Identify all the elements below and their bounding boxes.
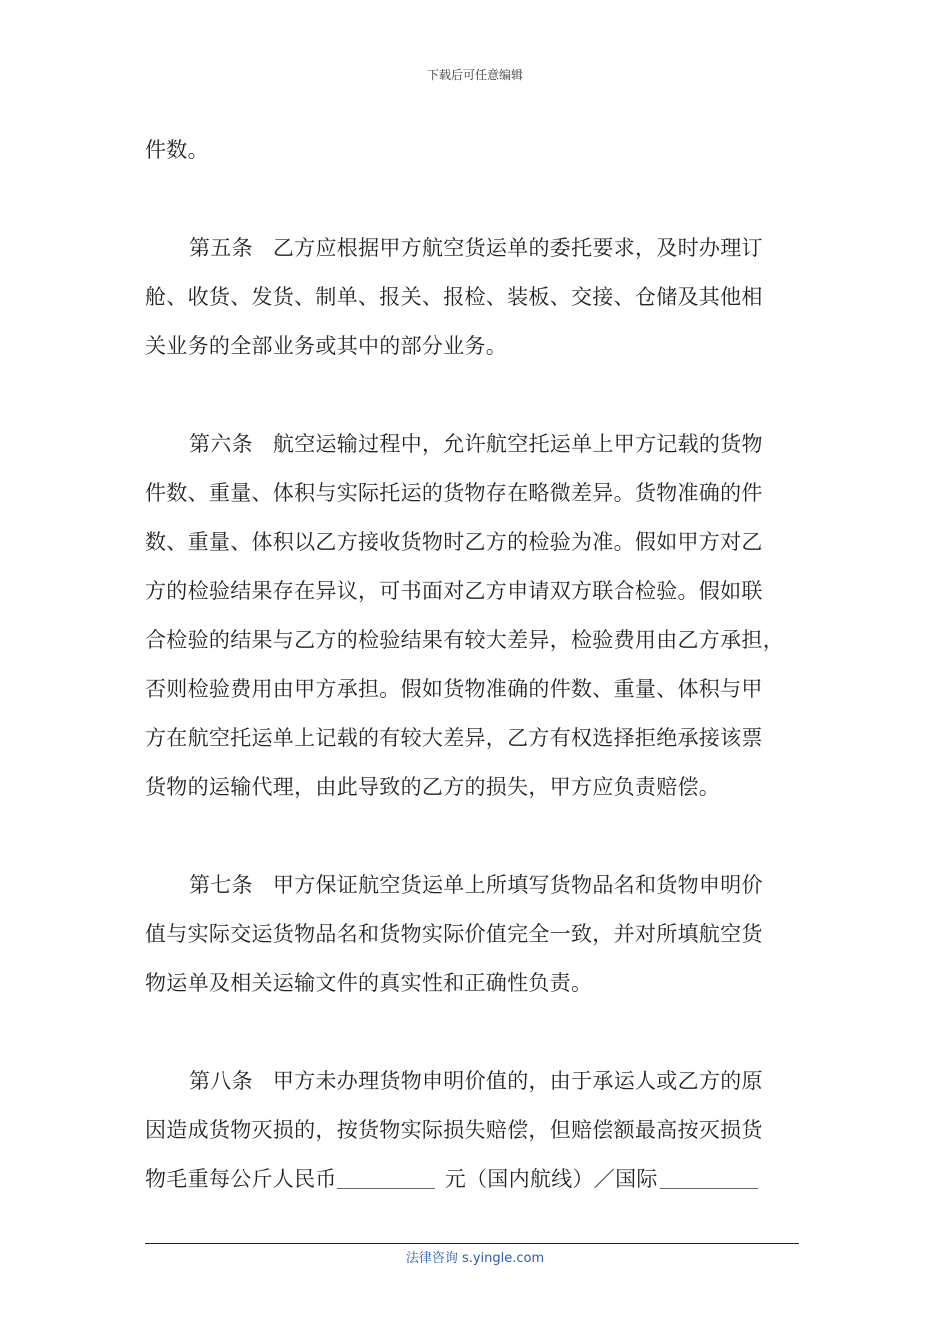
blank-fill-line (337, 1164, 435, 1189)
article-6-first-line (145, 420, 801, 469)
article-8-text: 甲方未办理货物申明价值的，由于承运人或乙方的原 (272, 1069, 763, 1093)
article-8-text-mid: 元（国内航线）／国际 (444, 1167, 658, 1191)
paragraph-gap (145, 175, 801, 224)
article-8-first-line (145, 1057, 801, 1106)
article-8-label: 第八条 (189, 1069, 253, 1093)
footer-divider (145, 1243, 799, 1244)
footer-link[interactable]: 法律咨询 s.yingle.com (405, 1251, 545, 1266)
article-6-line: 数、重量、体积以乙方接收货物时乙方的检验为准。假如甲方对乙 (145, 530, 763, 554)
article-6-line: 方在航空托运单上记载的有较大差异，乙方有权选择拒绝承接该票 (145, 726, 763, 750)
article-5-line: 舱、收货、发货、制单、报关、报检、装板、交接、仓储及其他相 (145, 285, 763, 309)
blank-fill-line (660, 1164, 758, 1189)
article-6-text: 航空运输过程中，允许航空托运单上甲方记载的货物 (272, 432, 763, 456)
article-7-line: 物运单及相关运输文件的真实性和正确性负责。 (145, 971, 593, 995)
article-8-last-line (145, 1155, 801, 1204)
article-5-line: 关业务的全部业务或其中的部分业务。 (145, 334, 508, 358)
document-body (145, 126, 801, 1204)
article-8-text-start: 物毛重每公斤人民币 (145, 1167, 337, 1191)
article-6-line: 件数、重量、体积与实际托运的货物存在略微差异。货物准确的件 (145, 481, 763, 505)
article-5-first-line (145, 224, 801, 273)
article-7-text: 甲方保证航空货运单上所填写货物品名和货物申明价 (272, 873, 763, 897)
continuation-text: 件数。 (145, 138, 209, 162)
article-7-line: 值与实际交运货物品名和货物实际价值完全一致，并对所填航空货 (145, 922, 763, 946)
article-5-label: 第五条 (189, 236, 253, 260)
article-8-line: 因造成货物灭损的，按货物实际损失赔偿，但赔偿额最高按灭损货 (145, 1118, 763, 1142)
article-6-line: 否则检验费用由甲方承担。假如货物准确的件数、重量、体积与甲 (145, 677, 763, 701)
article-7-label: 第七条 (189, 873, 253, 897)
article-5-text: 乙方应根据甲方航空货运单的委托要求，及时办理订 (272, 236, 763, 260)
paragraph-gap (145, 1008, 801, 1057)
paragraph-gap (145, 812, 801, 861)
paragraph-gap (145, 371, 801, 420)
article-6-line: 方的检验结果存在异议，可书面对乙方申请双方联合检验。假如联 (145, 579, 763, 603)
article-7-first-line (145, 861, 801, 910)
article-6-line: 合检验的结果与乙方的检验结果有较大差异，检验费用由乙方承担， (145, 628, 784, 652)
article-6-label: 第六条 (189, 432, 253, 456)
article-6-line: 货物的运输代理，由此导致的乙方的损失，甲方应负责赔偿。 (145, 775, 721, 799)
header-note: 下载后可任意编辑 (426, 68, 523, 82)
